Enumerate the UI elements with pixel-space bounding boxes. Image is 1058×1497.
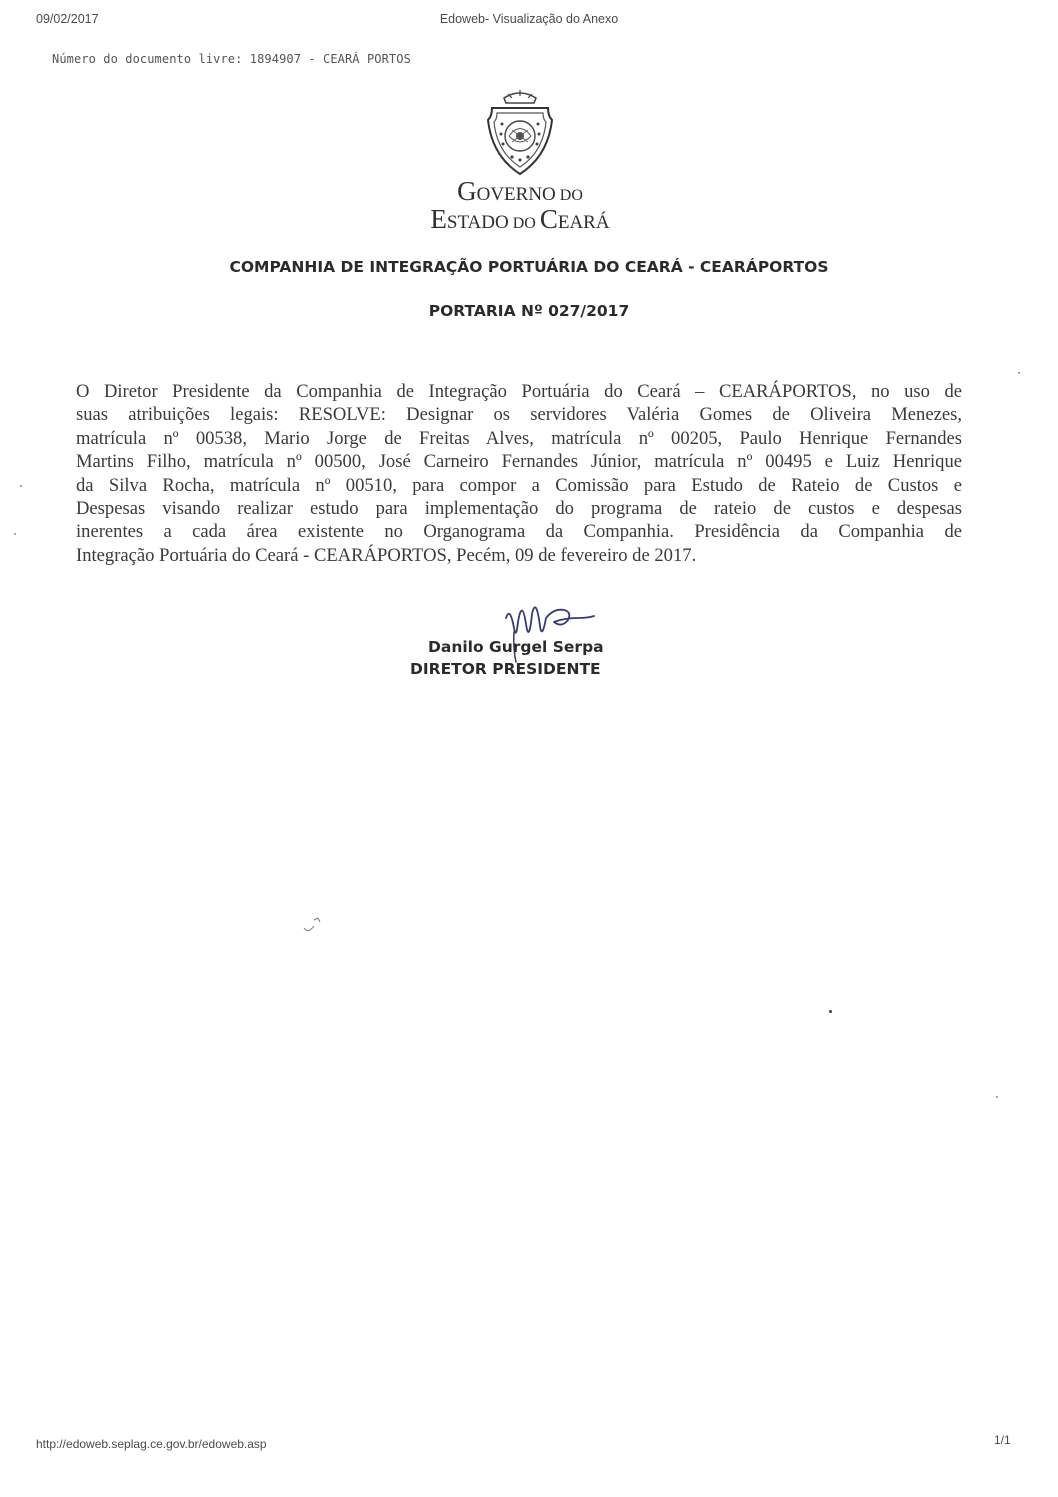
- scan-speck: [1018, 372, 1020, 374]
- paragraph-line: inerentes a cada área existente no Organograma da Companhia. Presidência da Companhia de: [76, 521, 962, 543]
- scan-speck: [20, 485, 22, 487]
- signatory-role: DIRETOR PRESIDENTE: [410, 660, 601, 678]
- print-url: http://edoweb.seplag.ce.gov.br/edoweb.asp: [36, 1437, 267, 1451]
- portaria-heading: PORTARIA Nº 027/2017: [428, 302, 630, 320]
- document-number: Número do documento livre: 1894907 - CEARÁ PORTOS: [52, 52, 411, 66]
- handwritten-signature: [498, 588, 608, 670]
- signatory-name: Danilo Gurgel Serpa: [428, 638, 604, 656]
- ceara-coat-of-arms-icon: [482, 86, 558, 178]
- paragraph-line: O Diretor Presidente da Companhia de Integração Portuária do Ceará – CEARÁPORTOS, no uso de: [76, 381, 962, 402]
- paragraph-line: matrícula nº 00538, Mario Jorge de Freitas Alves, matrícula nº 00205, Paulo Henrique Fernandes: [76, 427, 962, 449]
- print-title: Edoweb- Visualização do Anexo: [439, 12, 619, 26]
- print-date: 09/02/2017: [36, 12, 99, 26]
- scan-speck: [996, 1096, 998, 1098]
- paragraph-line: suas atribuições legais: RESOLVE: Designar os servidores Valéria Gomes de Oliveira Menezes,: [76, 404, 962, 426]
- company-heading: COMPANHIA DE INTEGRAÇÃO PORTUÁRIA DO CEARÁ - CEARÁPORTOS: [229, 258, 829, 276]
- scan-speck: [14, 533, 16, 535]
- government-title-line1: GOVERNO DO: [457, 176, 583, 206]
- paragraph-line: da Silva Rocha, matrícula nº 00510, para compor a Comissão para Estudo de Rateio de Custos e: [76, 474, 962, 496]
- paragraph-line: Martins Filho, matrícula nº 00500, José Carneiro Fernandes Júnior, matrícula nº 00495 e Luiz Henrique: [76, 451, 962, 473]
- scan-speck: [829, 1010, 832, 1013]
- paragraph-line: Despesas visando realizar estudo para implementação do programa de rateio de custos e despesas: [76, 498, 962, 520]
- print-page-number: 1/1: [994, 1433, 1011, 1447]
- government-title-line2: ESTADO DO CEARÁ: [430, 204, 610, 234]
- resolution-paragraph: [76, 380, 962, 567]
- paragraph-line: Integração Portuária do Ceará - CEARÁPORTOS, Pecém, 09 de fevereiro de 2017.: [76, 544, 697, 566]
- scan-mark: [300, 912, 326, 938]
